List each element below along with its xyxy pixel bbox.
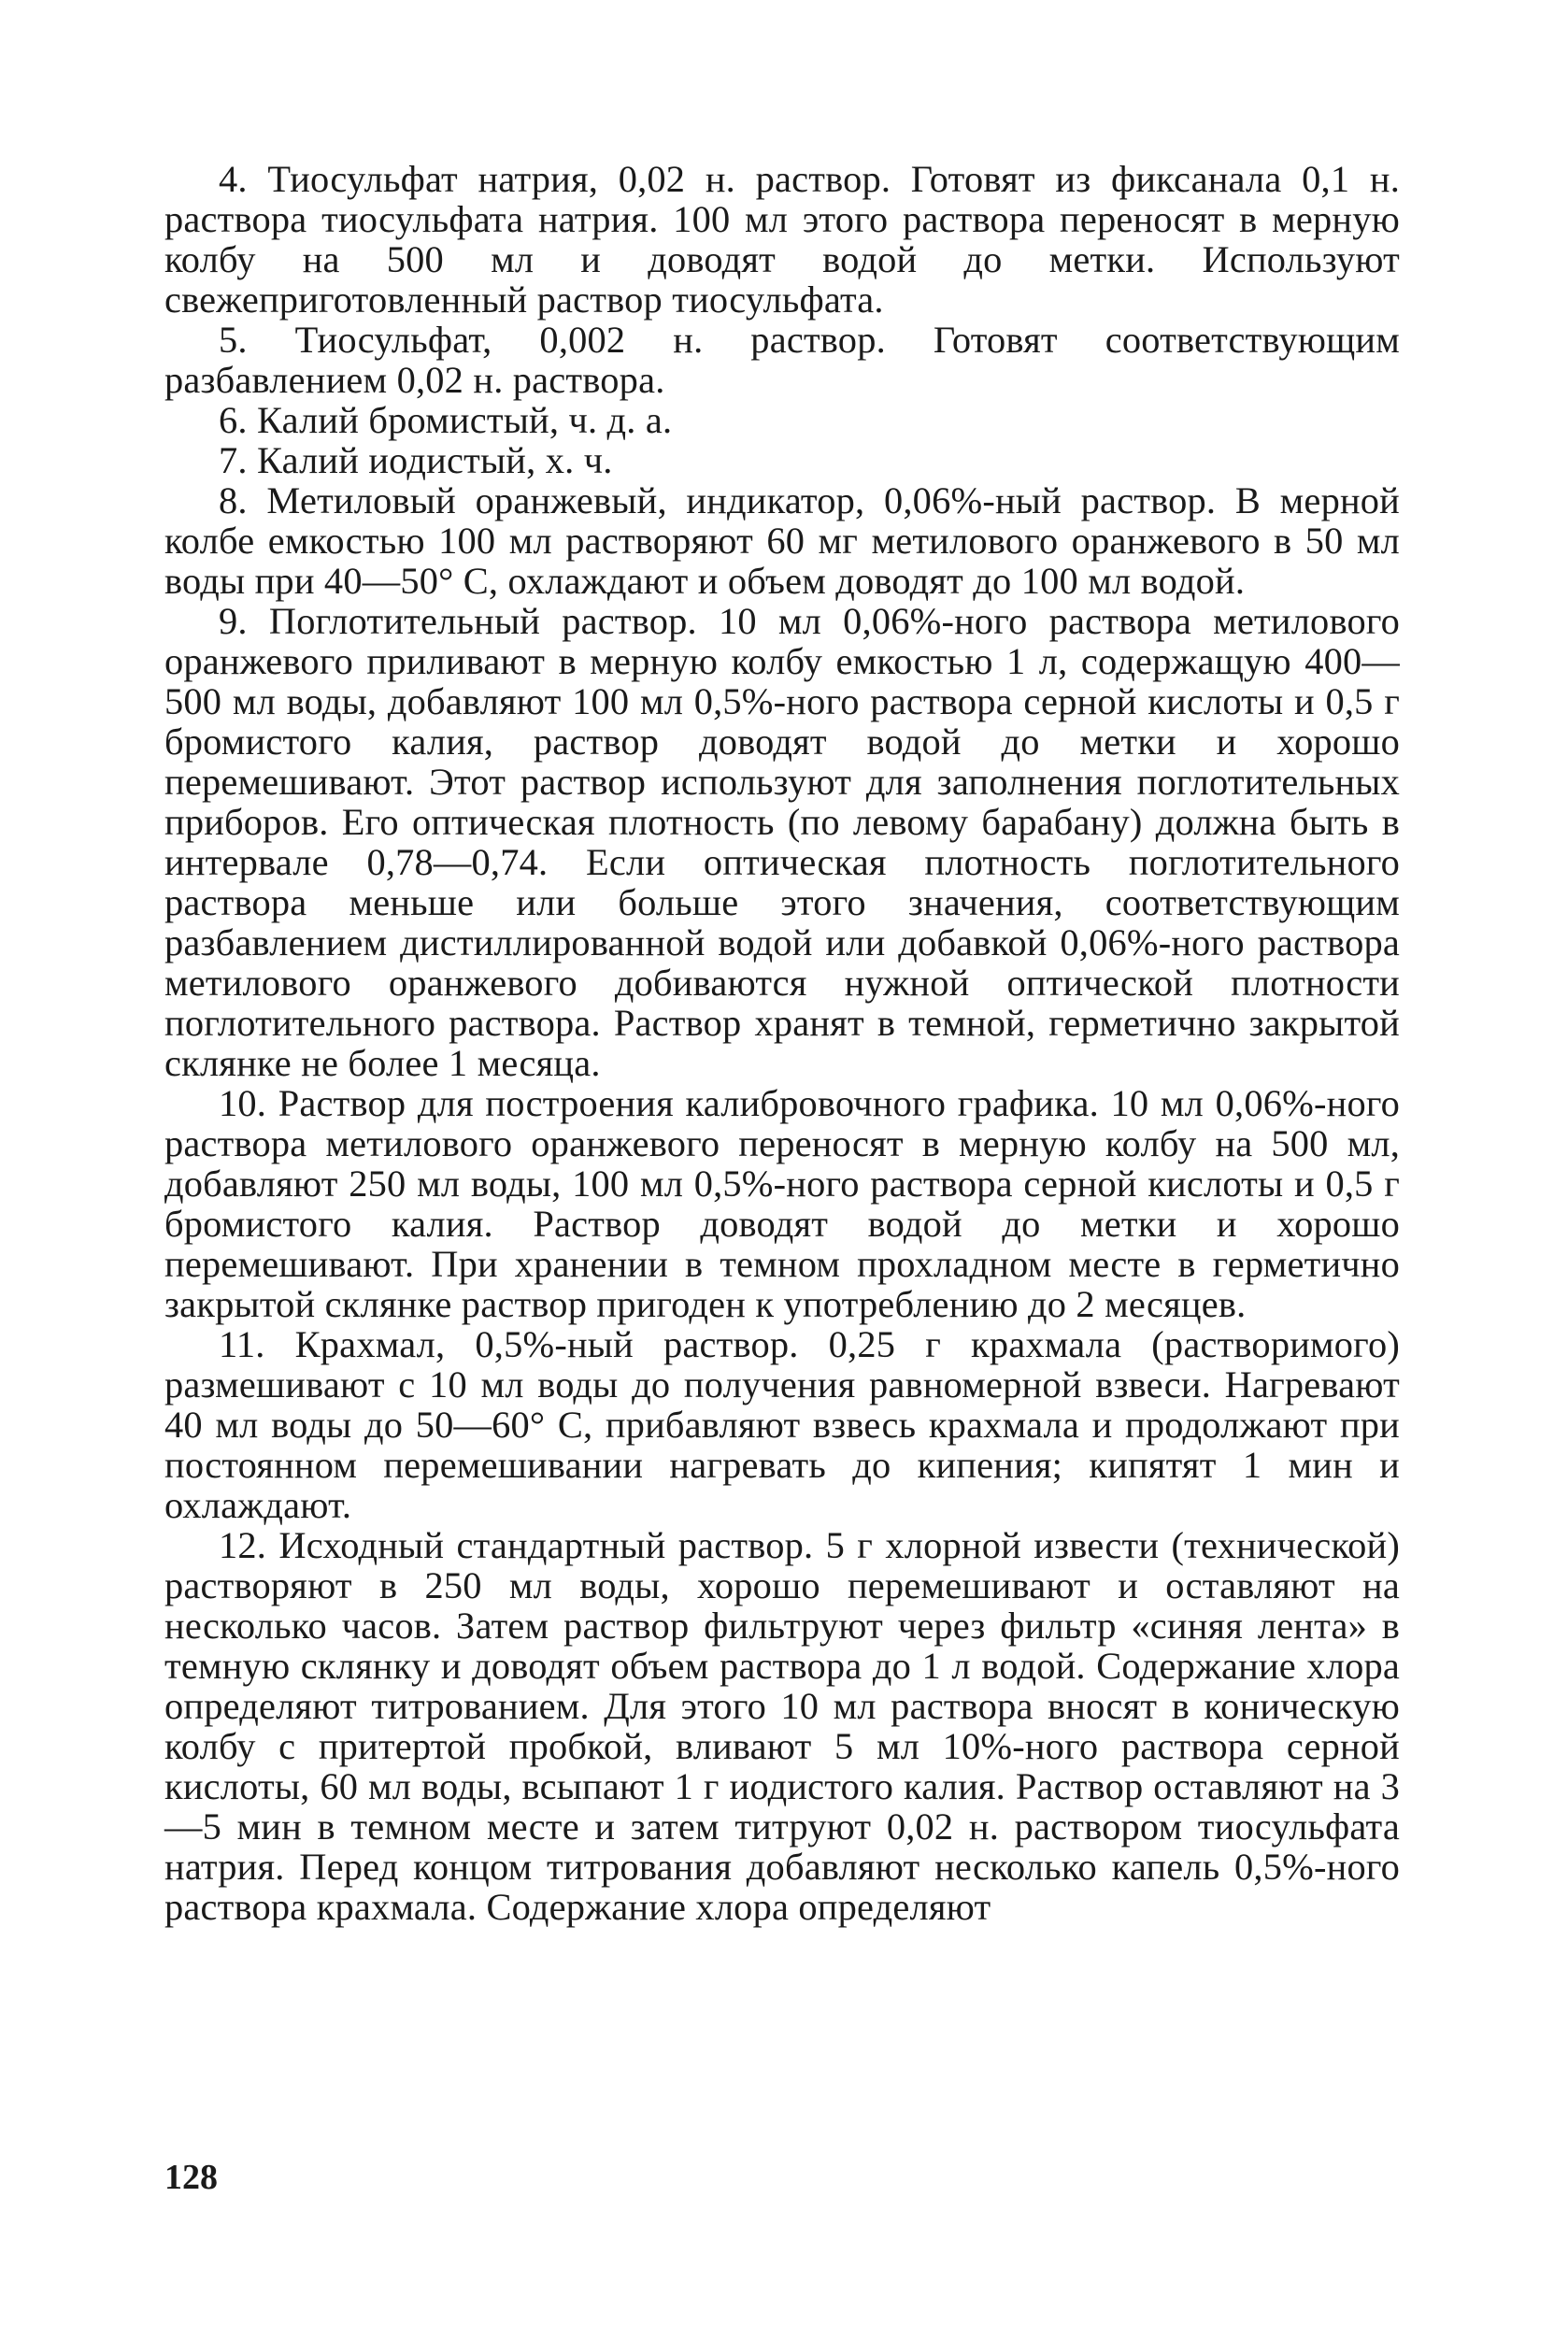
page-body bbox=[164, 159, 1400, 2215]
paragraph-9-absorption-solution: 9. Поглотительный раствор. 10 мл 0,06%-ного раствора метилового оранжевого приливают в мерную колбу емкостью 1 л, содержащую 400—500 мл воды, добавляют 100 мл 0,5%-ного раствора серной кислоты и 0,5 г бромистого калия, раствор доводят водой до метки и хорошо перемешивают. Этот раствор используют для заполнения поглотительных приборов. Его оптическая плотность (по левому барабану) должна быть в интервале 0,78—0,74. Если оптическая плотность поглотительного раствора меньше или больше этого значения, соответствующим разбавлением дистиллированной водой или добавкой 0,06%-ного раствора метилового оранжевого добиваются нужной оптической плотности поглотительного раствора. Раствор хранят в темной, герметично закрытой склянке не более 1 месяца. bbox=[164, 600, 1400, 1084]
paragraph-7-potassium-iodide: 7. Калий иодистый, х. ч. bbox=[219, 439, 613, 481]
paragraph-8-methyl-orange: 8. Метиловый оранжевый, индикатор, 0,06%-ный раствор. В мерной колбе емкостью 100 мл растворяют 60 мг метилового оранжевого в 50 мл воды при 40—50° С, охлаждают и объем доводят до 100 мл водой. bbox=[164, 479, 1400, 602]
paragraph-5-thiosulfate-0002n: 5. Тиосульфат, 0,002 н. раствор. Готовят соответствующим разбавлением 0,02 н. раствора. bbox=[164, 319, 1400, 401]
paragraph-10-calibration-solution: 10. Раствор для построения калибровочного графика. 10 мл 0,06%-ного раствора метилового оранжевого переносят в мерную колбу на 500 мл, добавляют 250 мл воды, 100 мл 0,5%-ного раствора серной кислоты и 0,5 г бромистого калия. Раствор доводят водой до метки и хорошо перемешивают. При хранении в темном прохладном месте в герметично закрытой склянке раствор пригоден к употреблению до 2 месяцев. bbox=[164, 1082, 1400, 1325]
paragraph-11-starch-solution: 11. Крахмал, 0,5%-ный раствор. 0,25 г крахмала (растворимого) размешивают с 10 мл воды до получения равномерной взвеси. Нагревают 40 мл воды до 50—60° С, прибавляют взвесь крахмала и продолжают при постоянном перемешивании нагревать до кипения; кипятят 1 мин и охлаждают. bbox=[164, 1323, 1400, 1526]
paragraph-6-potassium-bromide: 6. Калий бромистый, ч. д. а. bbox=[219, 399, 673, 441]
page-number: 128 bbox=[164, 2158, 218, 2197]
paragraph-12-stock-standard-solution: 12. Исходный стандартный раствор. 5 г хлорной извести (технической) растворяют в 250 мл воды, хорошо перемешивают и оставляют на несколько часов. Затем раствор фильтруют через фильтр «синяя лента» в темную склянку и доводят объем раствора до 1 л водой. Содержание хлора определяют титрованием. Для этого 10 мл раствора вносят в коническую колбу с притертой пробкой, вливают 5 мл 10%-ного раствора серной кислоты, 60 мл воды, всыпают 1 г иодистого калия. Раствор оставляют на 3—5 мин в темном месте и затем титруют 0,02 н. раствором тиосульфата натрия. Перед концом титрования добавляют несколько капель 0,5%-ного раствора крахмала. Содержание хлора определяют bbox=[164, 1524, 1400, 1928]
paragraph-4-sodium-thiosulfate-002n: 4. Тиосульфат натрия, 0,02 н. раствор. Готовят из фиксанала 0,1 н. раствора тиосульфата натрия. 100 мл этого раствора переносят в мерную колбу на 500 мл и доводят водой до метки. Используют свежеприготовленный раствор тиосульфата. bbox=[164, 158, 1400, 321]
